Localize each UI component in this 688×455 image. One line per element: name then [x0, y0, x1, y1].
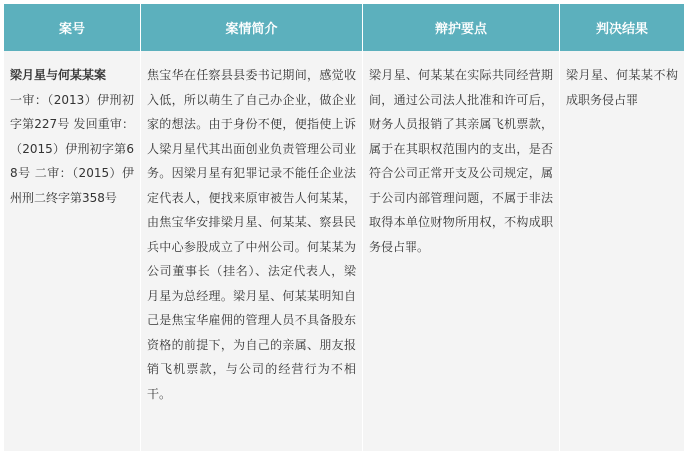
- case-summary-cell: 焦宝华在任察县县委书记期间，感觉收入低，所以萌生了自己办企业，做企业家的想法。由于身份不便，便指使上诉人梁月星代其出面创业负责管理公司业务。因梁月星有犯罪记录不能任企业法定代表人，便找来原审被告人何某某，由焦宝华安排梁月星、何某某、察县民兵中心参股成立了中州公司。何某某为公司董事长（挂名）、法定代表人，梁月星为总经理。梁月星、何某某明知自己是焦宝华雇佣的管理人员不具备股东资格的前提下，为自己的亲属、朋友报销飞机票款，与公司的经营行为不相干。: [141, 51, 363, 451]
- header-case-summary: 案情简介: [141, 4, 363, 51]
- case-table: [4, 4, 684, 451]
- header-defense-points: 辩护要点: [363, 4, 560, 51]
- table-row: [4, 51, 684, 451]
- case-number-cell: [4, 51, 141, 451]
- case-numbers: 一审：（2013）伊刑初字第227号 发回重审：（2015）伊刑初字第68号 二审：（2015）伊州刑二终字第358号: [10, 92, 134, 205]
- header-row: [4, 4, 684, 51]
- header-case-number: 案号: [4, 4, 141, 51]
- verdict-cell: 梁月星、何某某不构成职务侵占罪: [560, 51, 684, 451]
- case-name: 梁月星与何某某案: [10, 68, 107, 82]
- header-verdict: 判决结果: [560, 4, 684, 51]
- defense-points-cell: 梁月星、何某某在实际共同经营期间，通过公司法人批准和许可后，财务人员报销了其亲属飞机票款，属于在其职权范围内的支出，是否符合公司正常开支及公司规定，属于公司内部管理问题，不属于非法取得本单位财物所用权，不构成职务侵占罪。: [363, 51, 560, 451]
